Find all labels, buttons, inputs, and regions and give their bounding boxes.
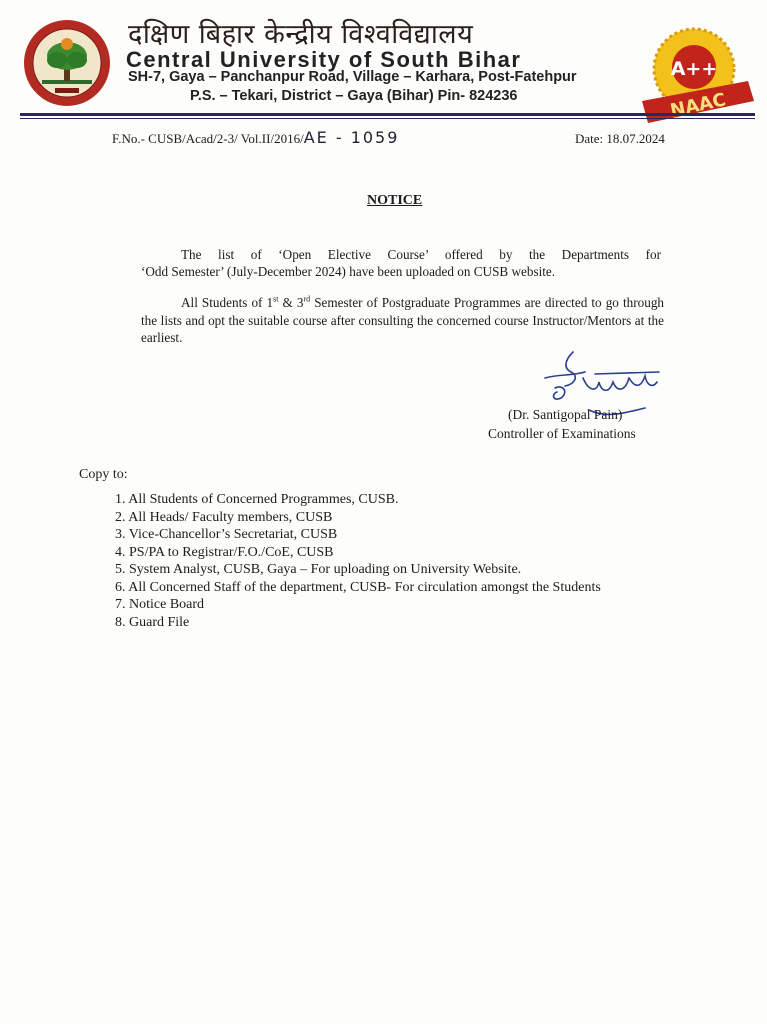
para2-text-2: & 3 bbox=[278, 295, 304, 310]
university-name-english: Central University of South Bihar bbox=[126, 47, 522, 72]
notice-paragraph-2 bbox=[141, 294, 664, 347]
header-rule bbox=[20, 113, 755, 116]
address-line-1: SH-7, Gaya – Panchanpur Road, Village – Karhara, Post-Fatehpur bbox=[128, 69, 577, 85]
copy-to-item: 1. All Students of Concerned Programmes, CUSB. bbox=[115, 492, 399, 507]
header-rule-thin bbox=[20, 118, 755, 119]
para2-text-1: All Students of 1 bbox=[181, 295, 274, 310]
copy-to-item: 2. All Heads/ Faculty members, CUSB bbox=[115, 509, 333, 525]
copy-to-item: 6. All Concerned Staff of the department, CUSB- For circulation amongst the Students bbox=[115, 579, 601, 595]
university-logo bbox=[22, 18, 112, 108]
copy-to-list bbox=[115, 491, 715, 631]
file-number bbox=[112, 128, 399, 147]
para2-text-3: Semester of Postgraduate Programmes are directed to go through the lists and opt the suitable course after consulting the concerned course Instructor/Mentors at the earliest. bbox=[141, 295, 665, 345]
copy-to-item: 5. System Analyst, CUSB, Gaya – For uploading on University Website. bbox=[115, 562, 522, 577]
file-number-handwritten: AE - 1059 bbox=[303, 128, 400, 147]
copy-to-item: 8. Guard File bbox=[115, 614, 190, 630]
signatory-name: (Dr. Santigopal Pain) bbox=[508, 407, 623, 422]
notice-date: Date: 18.07.2024 bbox=[575, 131, 665, 146]
naac-badge bbox=[636, 25, 758, 125]
address-line-2: P.S. – Tekari, District – Gaya (Bihar) Pin- 824236 bbox=[190, 88, 518, 104]
file-number-printed: F.No.- CUSB/Acad/2-3/ Vol.II/2016/ bbox=[112, 131, 304, 146]
copy-to-item: 4. PS/PA to Registrar/F.O./CoE, CUSB bbox=[115, 544, 334, 560]
copy-to-label: Copy to: bbox=[79, 467, 128, 482]
para2-sup-2: rd bbox=[303, 294, 311, 304]
signatory-designation: Controller of Examinations bbox=[488, 426, 636, 441]
university-name-hindi: दक्षिण बिहार केन्द्रीय विश्वविद्यालय bbox=[128, 19, 474, 50]
notice-heading: NOTICE bbox=[367, 193, 423, 208]
copy-to-item: 7. Notice Board bbox=[115, 597, 205, 612]
notice-paragraph-1-line-2: ‘Odd Semester’ (July-December 2024) have been uploaded on CUSB website. bbox=[141, 264, 556, 279]
copy-to-item: 3. Vice-Chancellor’s Secretariat, CUSB bbox=[115, 527, 338, 542]
para2-sup-1: st bbox=[273, 294, 279, 304]
naac-grade: A++ bbox=[670, 58, 718, 80]
naac-label: NAAC bbox=[668, 89, 728, 122]
notice-paragraph-1-line-1: The list of ‘Open Elective Course’ offered by the Departments for bbox=[181, 247, 661, 262]
